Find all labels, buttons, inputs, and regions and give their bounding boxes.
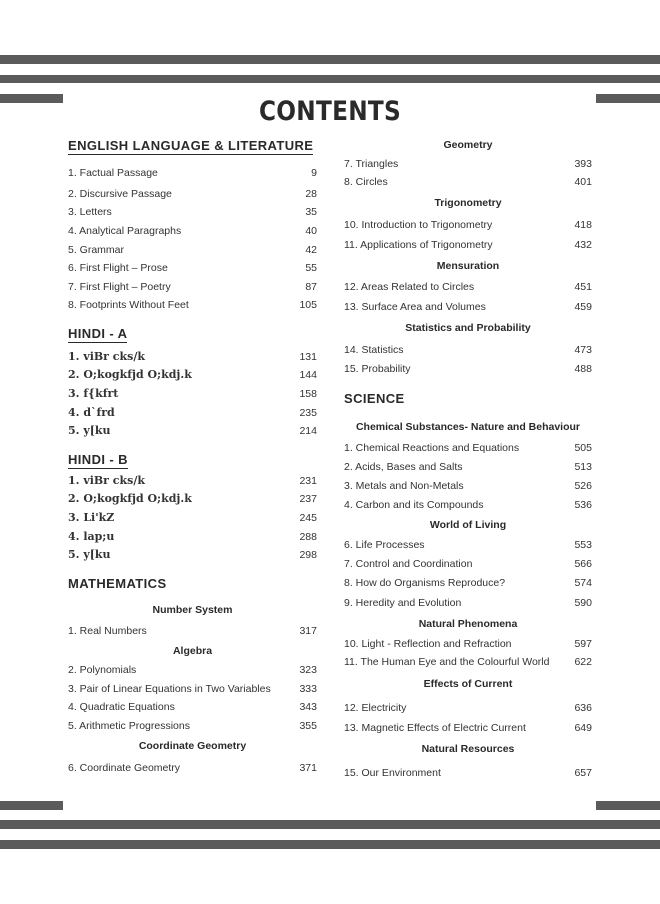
subsection-heading: Statistics and Probability <box>405 322 531 334</box>
entry-page: 35 <box>305 206 317 218</box>
subsection-heading: Natural Phenomena <box>418 618 518 630</box>
toc-entry <box>68 682 317 696</box>
entry-label: 1. Factual Passage <box>68 167 158 179</box>
toc-entry <box>68 224 317 238</box>
entry-label: 9. Heredity and Evolution <box>344 597 462 609</box>
toc-entry <box>68 205 317 219</box>
toc-entry <box>344 498 592 512</box>
entry-page: 649 <box>574 722 592 734</box>
entry-page: 144 <box>299 369 317 381</box>
entry-page: 333 <box>299 683 317 695</box>
subsection-heading: Coordinate Geometry <box>138 740 247 752</box>
entry-page: 87 <box>305 281 317 293</box>
toc-entry <box>68 368 317 382</box>
entry-page: 513 <box>574 461 592 473</box>
toc-entry <box>68 387 317 401</box>
bottom-stripe-1 <box>0 820 660 829</box>
entry-label: 1. viBr cks/k <box>68 474 145 487</box>
entry-label: 12. Areas Related to Circles <box>344 281 475 293</box>
entry-label: 2. O;kogkfjd O;kdj.k <box>68 492 192 505</box>
entry-page: 553 <box>574 539 592 551</box>
toc-entry <box>68 166 317 180</box>
toc-entry <box>344 238 592 252</box>
toc-entry <box>344 300 592 314</box>
toc-entry <box>344 701 592 715</box>
subsection-heading: Mensuration <box>436 260 500 272</box>
entry-page: 451 <box>574 281 592 293</box>
toc-entry <box>68 261 317 275</box>
toc-entry <box>68 719 317 733</box>
entry-page: 473 <box>574 344 592 356</box>
entry-label: 3. Metals and Non-Metals <box>344 480 464 492</box>
entry-page: 566 <box>574 558 592 570</box>
top-stripe-2 <box>0 75 660 83</box>
toc-entry <box>344 766 592 780</box>
entry-label: 2. O;kogkfjd O;kdj.k <box>68 368 192 381</box>
entry-label: 4. Analytical Paragraphs <box>68 225 182 237</box>
entry-label: 10. Introduction to Trigonometry <box>344 219 493 231</box>
entry-label: 4. lap;u <box>68 530 115 543</box>
entry-label: 14. Statistics <box>344 344 404 356</box>
toc-entry <box>344 218 592 232</box>
entry-label: 8. Circles <box>344 176 388 188</box>
entry-page: 214 <box>299 425 317 437</box>
subsection-heading: Effects of Current <box>423 678 513 690</box>
entry-page: 488 <box>574 363 592 375</box>
entry-label: 5. Arithmetic Progressions <box>68 720 190 732</box>
entry-page: 622 <box>574 656 592 668</box>
entry-label: 5. y[ku <box>68 424 111 437</box>
entry-label: 15. Our Environment <box>344 767 441 779</box>
entry-page: 536 <box>574 499 592 511</box>
subsection-heading: Algebra <box>172 645 213 657</box>
entry-page: 42 <box>305 244 317 256</box>
toc-entry <box>344 441 592 455</box>
entry-page: 235 <box>299 407 317 419</box>
entry-label: 11. Applications of Trigonometry <box>344 239 493 251</box>
toc-entry <box>68 424 317 438</box>
toc-entry <box>68 474 317 488</box>
subsection-heading: Natural Resources <box>421 743 515 755</box>
toc-entry <box>68 492 317 506</box>
section-heading-hindi-b: HINDI - B <box>68 452 128 467</box>
toc-entry <box>344 362 592 376</box>
toc-entry <box>68 406 317 420</box>
toc-entry <box>68 243 317 257</box>
entry-label: 1. Chemical Reactions and Equations <box>344 442 520 454</box>
bottom-right-tab <box>596 801 660 810</box>
toc-entry <box>344 655 592 669</box>
entry-page: 55 <box>305 262 317 274</box>
entry-label: 4. d`frd <box>68 406 115 419</box>
entry-page: 40 <box>305 225 317 237</box>
entry-label: 3. Pair of Linear Equations in Two Variables <box>68 683 271 695</box>
bottom-left-tab <box>0 801 63 810</box>
toc-entry <box>344 576 592 590</box>
entry-label: 3. f{kfrt <box>68 387 119 400</box>
entry-label: 4. Carbon and its Compounds <box>344 499 484 511</box>
entry-page: 28 <box>305 188 317 200</box>
entry-page: 418 <box>574 219 592 231</box>
entry-label: 11. The Human Eye and the Colourful World <box>344 656 550 668</box>
entry-page: 597 <box>574 638 592 650</box>
toc-entry <box>344 280 592 294</box>
entry-page: 459 <box>574 301 592 313</box>
entry-label: 4. Quadratic Equations <box>68 701 175 713</box>
toc-entry <box>68 700 317 714</box>
entry-page: 432 <box>574 239 592 251</box>
entry-page: 590 <box>574 597 592 609</box>
top-stripe-1 <box>0 55 660 64</box>
entry-page: 371 <box>299 762 317 774</box>
entry-page: 237 <box>299 493 317 505</box>
entry-page: 636 <box>574 702 592 714</box>
toc-entry <box>344 479 592 493</box>
entry-label: 7. Control and Coordination <box>344 558 473 570</box>
entry-page: 401 <box>574 176 592 188</box>
entry-page: 393 <box>574 158 592 170</box>
entry-label: 2. Acids, Bases and Salts <box>344 461 463 473</box>
entry-label: 7. Triangles <box>344 158 399 170</box>
toc-entry <box>344 175 592 189</box>
subsection-heading: World of Living <box>429 519 507 531</box>
entry-label: 6. Coordinate Geometry <box>68 762 181 774</box>
entry-label: 5. Grammar <box>68 244 125 256</box>
entry-label: 6. First Flight – Prose <box>68 262 168 274</box>
entry-page: 355 <box>299 720 317 732</box>
toc-entry <box>344 343 592 357</box>
toc-entry <box>68 624 317 638</box>
subsection-heading: Geometry <box>443 139 493 151</box>
toc-entry <box>344 157 592 171</box>
toc-entry <box>68 548 317 562</box>
entry-page: 288 <box>299 531 317 543</box>
entry-label: 15. Probability <box>344 363 411 375</box>
page-title: CONTENTS <box>259 96 401 127</box>
entry-page: 298 <box>299 549 317 561</box>
entry-page: 245 <box>299 512 317 524</box>
entry-page: 323 <box>299 664 317 676</box>
toc-entry <box>344 596 592 610</box>
entry-page: 231 <box>299 475 317 487</box>
toc-entry <box>68 511 317 525</box>
section-heading-science: SCIENCE <box>344 391 405 406</box>
entry-page: 158 <box>299 388 317 400</box>
entry-label: 8. Footprints Without Feet <box>68 299 189 311</box>
entry-label: 5. y[ku <box>68 548 111 561</box>
entry-label: 7. First Flight – Poetry <box>68 281 171 293</box>
toc-entry <box>68 761 317 775</box>
toc-entry <box>344 557 592 571</box>
bottom-stripe-2 <box>0 840 660 849</box>
entry-label: 3. Li'kZ <box>68 511 115 524</box>
entry-label: 13. Magnetic Effects of Electric Current <box>344 722 526 734</box>
entry-label: 1. viBr cks/k <box>68 350 145 363</box>
subsection-heading: Chemical Substances- Nature and Behaviour <box>355 421 581 433</box>
toc-entry <box>344 637 592 651</box>
entry-page: 131 <box>299 351 317 363</box>
toc-entry <box>344 721 592 735</box>
entry-label: 2. Polynomials <box>68 664 137 676</box>
toc-entry <box>68 350 317 364</box>
section-heading-mathematics: MATHEMATICS <box>68 576 167 591</box>
entry-page: 526 <box>574 480 592 492</box>
toc-entry <box>68 663 317 677</box>
entry-label: 6. Life Processes <box>344 539 425 551</box>
toc-entry <box>344 538 592 552</box>
toc-entry <box>344 460 592 474</box>
entry-page: 505 <box>574 442 592 454</box>
entry-label: 8. How do Organisms Reproduce? <box>344 577 506 589</box>
toc-entry <box>68 187 317 201</box>
toc-entry <box>68 298 317 312</box>
entry-page: 105 <box>299 299 317 311</box>
entry-page: 317 <box>299 625 317 637</box>
entry-label: 10. Light - Reflection and Refraction <box>344 638 512 650</box>
subsection-heading: Trigonometry <box>434 197 502 209</box>
toc-entry <box>68 280 317 294</box>
entry-label: 2. Discursive Passage <box>68 188 172 200</box>
entry-label: 1. Real Numbers <box>68 625 147 637</box>
section-heading-english: ENGLISH LANGUAGE & LITERATURE <box>68 138 314 153</box>
entry-page: 9 <box>311 167 317 179</box>
subsection-heading: Number System <box>152 604 233 616</box>
entry-page: 574 <box>574 577 592 589</box>
entry-page: 343 <box>299 701 317 713</box>
toc-entry <box>68 530 317 544</box>
entry-label: 3. Letters <box>68 206 112 218</box>
entry-label: 13. Surface Area and Volumes <box>344 301 486 313</box>
section-heading-hindi-a: HINDI - A <box>68 326 128 341</box>
entry-label: 12. Electricity <box>344 702 407 714</box>
entry-page: 657 <box>574 767 592 779</box>
